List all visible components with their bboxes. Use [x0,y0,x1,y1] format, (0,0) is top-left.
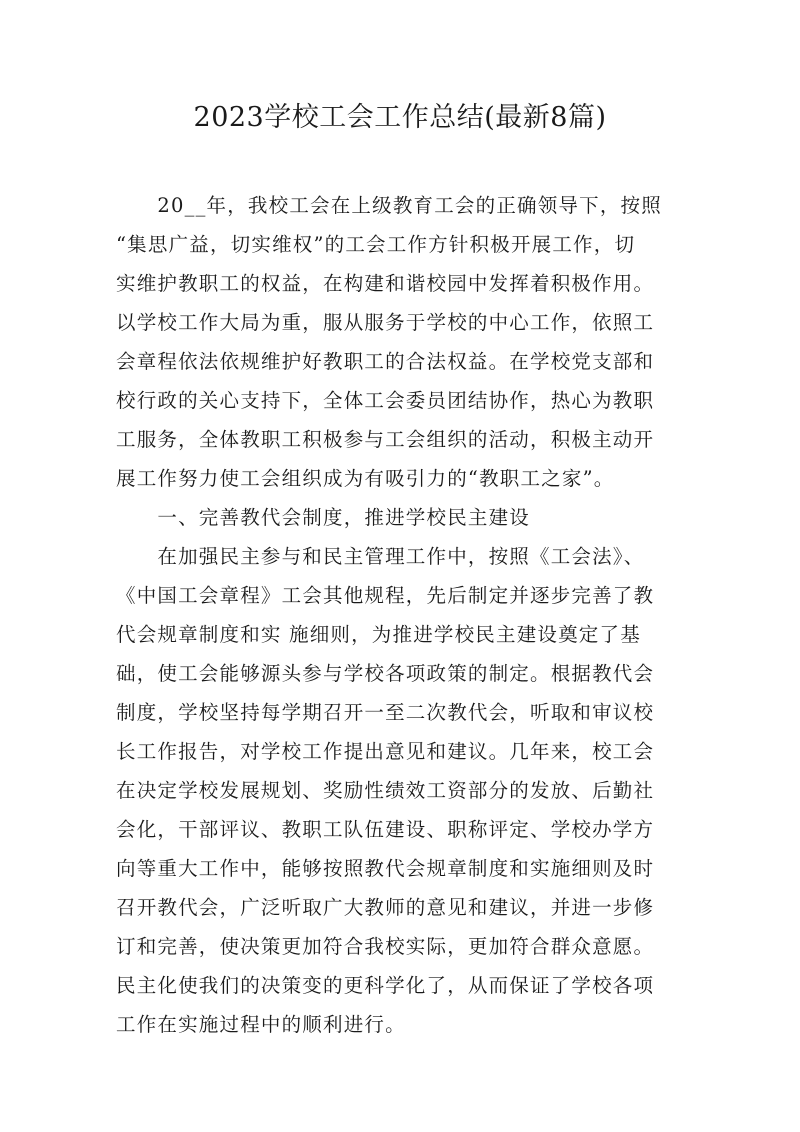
text-line: 《中国工会章程》工会其他规程，先后制定并逐步完善了教 [116,584,655,607]
text-line: 长工作报告，对学校工作提出意见和建议。几年来，校工会 [116,740,655,763]
text-line: 20__年，我校工会在上级教育工会的正确领导下，按照 [116,194,662,217]
section-paragraph [116,537,690,1044]
document-title: 2023学校工会工作总结(最新8篇) [193,102,607,133]
intro-paragraph [116,186,690,498]
text-line: 会化，干部评议、教职工队伍建设、职称评定、学校办学方 [116,818,655,841]
text-line: 工作在实施过程中的顺利进行。 [116,1013,406,1036]
text-line: 代会规章制度和实 施细则，为推进学校民主建设奠定了基 [116,623,641,646]
text-line: 工服务，全体教职工积极参与工会组织的活动，积极主动开 [116,428,655,451]
section-heading-text: 一、完善教代会制度，推进学校民主建设 [116,506,531,529]
text-line: 在加强民主参与和民主管理工作中，按照《工会法》、 [116,545,645,568]
text-line: 制度，学校坚持每学期召开一至二次教代会，听取和审议校 [116,701,655,724]
text-line: 向等重大工作中，能够按照教代会规章制度和实施细则及时 [116,857,655,880]
text-line: 会章程依法依规维护好教职工的合法权益。在学校党支部和 [116,350,655,373]
text-line: 在决定学校发展规划、奖励性绩效工资部分的发放、后勤社 [116,779,655,802]
text-line: 以学校工作大局为重，服从服务于学校的中心工作，依照工 [116,311,655,334]
text-line: “集思广益，切实维权”的工会工作方针积极开展工作，切 [116,233,636,256]
section-heading [116,498,690,537]
text-line: 民主化使我们的决策变的更科学化了，从而保证了学校各项 [116,974,655,997]
text-line: 校行政的关心支持下，全体工会委员团结协作，热心为教职 [116,389,655,412]
document-body [116,186,690,1044]
text-line: 础，使工会能够源头参与学校各项政策的制定。根据教代会 [116,662,655,685]
text-line: 召开教代会，广泛听取广大教师的意见和建议，并进一步修 [116,896,655,919]
text-line: 展工作努力使工会组织成为有吸引力的“教职工之家”。 [116,467,615,490]
text-line: 实维护教职工的权益，在构建和谐校园中发挥着积极作用。 [116,272,655,295]
text-line: 订和完善，使决策更加符合我校实际，更加符合群众意愿。 [116,935,655,958]
